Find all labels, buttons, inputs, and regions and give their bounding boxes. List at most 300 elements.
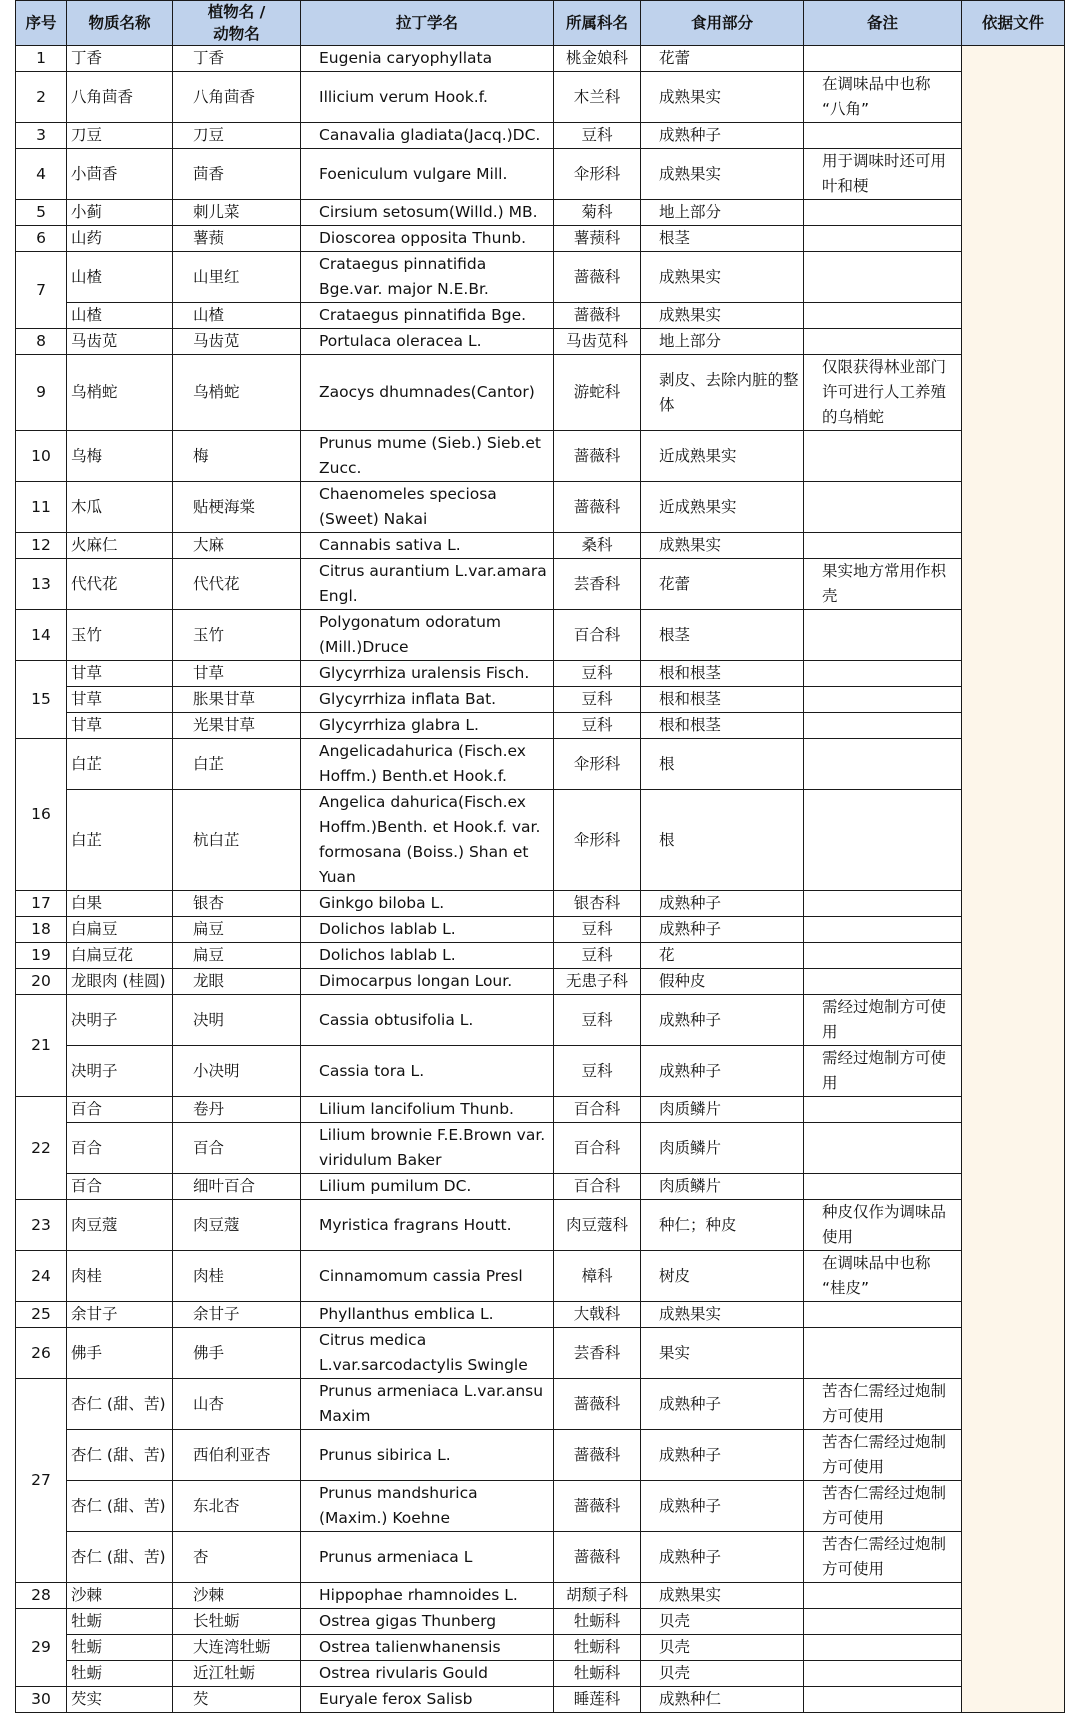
cell-note [804, 661, 962, 687]
cell-latin: Dolichos lablab L. [301, 917, 554, 943]
cell-family: 马齿苋科 [554, 329, 641, 355]
cell-note [804, 533, 962, 559]
cell-plant: 龙眼 [173, 969, 301, 995]
cell-part: 假种皮 [641, 969, 804, 995]
cell-note [804, 610, 962, 661]
cell-seq: 8 [16, 329, 67, 355]
cell-name: 杏仁 (甜、苦) [67, 1430, 173, 1481]
cell-family: 蔷薇科 [554, 1430, 641, 1481]
cell-plant: 西伯利亚杏 [173, 1430, 301, 1481]
cell-plant: 沙棘 [173, 1583, 301, 1609]
cell-note: 苦杏仁需经过炮制方可使用 [804, 1430, 962, 1481]
table-row [16, 1661, 1065, 1687]
cell-note [804, 252, 962, 303]
table-row [16, 1097, 1065, 1123]
table-row [16, 431, 1065, 482]
cell-seq: 24 [16, 1251, 67, 1302]
cell-plant: 白芷 [173, 739, 301, 790]
cell-family: 桑科 [554, 533, 641, 559]
cell-family: 牡蛎科 [554, 1635, 641, 1661]
cell-seq: 13 [16, 559, 67, 610]
cell-family: 蔷薇科 [554, 1532, 641, 1583]
cell-family: 肉豆蔻科 [554, 1200, 641, 1251]
cell-name: 白芷 [67, 790, 173, 891]
cell-part: 根和根茎 [641, 687, 804, 713]
cell-note [804, 1609, 962, 1635]
cell-plant: 决明 [173, 995, 301, 1046]
cell-note [804, 1302, 962, 1328]
cell-part: 肉质鳞片 [641, 1174, 804, 1200]
cell-note: 苦杏仁需经过炮制方可使用 [804, 1379, 962, 1430]
cell-plant: 马齿苋 [173, 329, 301, 355]
header-plant-line2: 动物名 [213, 25, 260, 43]
cell-part: 成熟种子 [641, 1379, 804, 1430]
cell-note [804, 303, 962, 329]
cell-family: 银杏科 [554, 891, 641, 917]
cell-plant: 胀果甘草 [173, 687, 301, 713]
cell-part: 贝壳 [641, 1661, 804, 1687]
cell-family: 伞形科 [554, 739, 641, 790]
table-row [16, 149, 1065, 200]
cell-plant: 长牡蛎 [173, 1609, 301, 1635]
cell-latin: Cinnamomum cassia Presl [301, 1251, 554, 1302]
cell-part: 根茎 [641, 226, 804, 252]
cell-seq: 7 [16, 252, 67, 329]
cell-seq: 12 [16, 533, 67, 559]
cell-family: 薯蓣科 [554, 226, 641, 252]
cell-part: 树皮 [641, 1251, 804, 1302]
table-row [16, 713, 1065, 739]
cell-plant: 山里红 [173, 252, 301, 303]
cell-seq: 4 [16, 149, 67, 200]
cell-family: 豆科 [554, 995, 641, 1046]
cell-part: 成熟果实 [641, 149, 804, 200]
cell-name: 白芷 [67, 739, 173, 790]
cell-plant: 杭白芷 [173, 790, 301, 891]
cell-plant: 光果甘草 [173, 713, 301, 739]
table-row [16, 46, 1065, 72]
cell-seq: 19 [16, 943, 67, 969]
cell-plant: 大麻 [173, 533, 301, 559]
cell-name: 小蓟 [67, 200, 173, 226]
table-row [16, 533, 1065, 559]
cell-note [804, 1123, 962, 1174]
cell-note: 苦杏仁需经过炮制方可使用 [804, 1481, 962, 1532]
table-row [16, 1687, 1065, 1713]
cell-note [804, 1174, 962, 1200]
cell-family: 无患子科 [554, 969, 641, 995]
cell-plant: 乌梢蛇 [173, 355, 301, 431]
cell-name: 山药 [67, 226, 173, 252]
cell-latin: Foeniculum vulgare Mill. [301, 149, 554, 200]
cell-plant: 八角茴香 [173, 72, 301, 123]
cell-note [804, 891, 962, 917]
cell-part: 根茎 [641, 610, 804, 661]
table-row [16, 72, 1065, 123]
cell-plant: 芡 [173, 1687, 301, 1713]
cell-name: 决明子 [67, 1046, 173, 1097]
cell-seq: 10 [16, 431, 67, 482]
cell-plant: 肉豆蔻 [173, 1200, 301, 1251]
cell-name: 八角茴香 [67, 72, 173, 123]
cell-part: 根和根茎 [641, 713, 804, 739]
cell-seq: 28 [16, 1583, 67, 1609]
cell-part: 地上部分 [641, 329, 804, 355]
cell-note: 苦杏仁需经过炮制方可使用 [804, 1532, 962, 1583]
cell-name: 牡蛎 [67, 1661, 173, 1687]
table-body [16, 46, 1065, 1713]
cell-seq: 18 [16, 917, 67, 943]
cell-name: 肉豆蔻 [67, 1200, 173, 1251]
cell-latin: Cassia tora L. [301, 1046, 554, 1097]
cell-family: 木兰科 [554, 72, 641, 123]
cell-part: 花 [641, 943, 804, 969]
cell-name: 火麻仁 [67, 533, 173, 559]
cell-seq: 3 [16, 123, 67, 149]
cell-part: 近成熟果实 [641, 431, 804, 482]
cell-note: 在调味品中也称 “八角” [804, 72, 962, 123]
cell-latin: Cassia obtusifolia L. [301, 995, 554, 1046]
cell-name: 山楂 [67, 303, 173, 329]
cell-plant: 卷丹 [173, 1097, 301, 1123]
cell-note [804, 329, 962, 355]
cell-name: 决明子 [67, 995, 173, 1046]
header-latin: 拉丁学名 [301, 1, 554, 46]
cell-latin: Glycyrrhiza inflata Bat. [301, 687, 554, 713]
cell-doc [962, 46, 1065, 1713]
cell-part: 肉质鳞片 [641, 1097, 804, 1123]
cell-plant: 梅 [173, 431, 301, 482]
cell-note [804, 917, 962, 943]
cell-family: 胡颓子科 [554, 1583, 641, 1609]
cell-plant: 刀豆 [173, 123, 301, 149]
cell-latin: Illicium verum Hook.f. [301, 72, 554, 123]
cell-name: 杏仁 (甜、苦) [67, 1481, 173, 1532]
cell-seq: 27 [16, 1379, 67, 1583]
cell-plant: 余甘子 [173, 1302, 301, 1328]
food-medicine-table [15, 0, 1065, 1713]
cell-family: 睡莲科 [554, 1687, 641, 1713]
cell-note [804, 123, 962, 149]
cell-latin: Prunus sibirica L. [301, 1430, 554, 1481]
cell-plant: 山杏 [173, 1379, 301, 1430]
cell-plant: 肉桂 [173, 1251, 301, 1302]
cell-note [804, 739, 962, 790]
cell-name: 芡实 [67, 1687, 173, 1713]
cell-part: 贝壳 [641, 1609, 804, 1635]
table-row [16, 1328, 1065, 1379]
table-row [16, 1532, 1065, 1583]
cell-name: 沙棘 [67, 1583, 173, 1609]
cell-name: 余甘子 [67, 1302, 173, 1328]
cell-name: 肉桂 [67, 1251, 173, 1302]
cell-part: 成熟果实 [641, 72, 804, 123]
cell-family: 菊科 [554, 200, 641, 226]
cell-part: 根 [641, 790, 804, 891]
cell-family: 蔷薇科 [554, 252, 641, 303]
cell-plant: 百合 [173, 1123, 301, 1174]
cell-family: 蔷薇科 [554, 303, 641, 329]
cell-note: 用于调味时还可用叶和梗 [804, 149, 962, 200]
table-row [16, 739, 1065, 790]
cell-part: 成熟种子 [641, 891, 804, 917]
table-row [16, 1251, 1065, 1302]
cell-name: 马齿苋 [67, 329, 173, 355]
cell-name: 山楂 [67, 252, 173, 303]
cell-family: 芸香科 [554, 1328, 641, 1379]
table-row [16, 559, 1065, 610]
cell-part: 种仁；种皮 [641, 1200, 804, 1251]
table-row [16, 943, 1065, 969]
cell-seq: 21 [16, 995, 67, 1097]
cell-part: 成熟果实 [641, 533, 804, 559]
cell-name: 甘草 [67, 661, 173, 687]
cell-latin: Prunus mandshurica (Maxim.) Koehne [301, 1481, 554, 1532]
cell-note [804, 713, 962, 739]
cell-family: 蔷薇科 [554, 1379, 641, 1430]
header-plant-line1: 植物名 / [207, 3, 266, 21]
cell-latin: Citrus aurantium L.var.amara Engl. [301, 559, 554, 610]
cell-note [804, 943, 962, 969]
cell-part: 成熟种子 [641, 1430, 804, 1481]
cell-seq: 17 [16, 891, 67, 917]
cell-plant: 代代花 [173, 559, 301, 610]
cell-family: 游蛇科 [554, 355, 641, 431]
cell-family: 豆科 [554, 943, 641, 969]
cell-part: 贝壳 [641, 1635, 804, 1661]
cell-latin: Ginkgo biloba L. [301, 891, 554, 917]
cell-latin: Angelicadahurica (Fisch.ex Hoffm.) Benth.et Hook.f. [301, 739, 554, 790]
cell-family: 百合科 [554, 1123, 641, 1174]
cell-latin: Cannabis sativa L. [301, 533, 554, 559]
cell-part: 成熟果实 [641, 303, 804, 329]
cell-part: 地上部分 [641, 200, 804, 226]
cell-plant: 薯蓣 [173, 226, 301, 252]
cell-name: 龙眼肉 (桂圆) [67, 969, 173, 995]
cell-name: 牡蛎 [67, 1635, 173, 1661]
cell-latin: Phyllanthus emblica L. [301, 1302, 554, 1328]
cell-family: 牡蛎科 [554, 1661, 641, 1687]
cell-name: 白果 [67, 891, 173, 917]
table-row [16, 123, 1065, 149]
cell-latin: Prunus mume (Sieb.) Sieb.et Zucc. [301, 431, 554, 482]
cell-latin: Euryale ferox Salisb [301, 1687, 554, 1713]
cell-family: 伞形科 [554, 149, 641, 200]
cell-note: 需经过炮制方可使用 [804, 995, 962, 1046]
cell-name: 杏仁 (甜、苦) [67, 1532, 173, 1583]
table-row [16, 482, 1065, 533]
cell-part: 成熟种子 [641, 917, 804, 943]
header-name: 物质名称 [67, 1, 173, 46]
cell-latin: Dimocarpus longan Lour. [301, 969, 554, 995]
table-row [16, 1609, 1065, 1635]
cell-latin: Prunus armeniaca L.var.ansu Maxim [301, 1379, 554, 1430]
table-row [16, 1430, 1065, 1481]
table-container [15, 0, 1064, 1713]
cell-part: 根和根茎 [641, 661, 804, 687]
cell-latin: Polygonatum odoratum (Mill.)Druce [301, 610, 554, 661]
cell-note [804, 482, 962, 533]
cell-seq: 15 [16, 661, 67, 739]
cell-latin: Chaenomeles speciosa (Sweet) Nakai [301, 482, 554, 533]
header-doc: 依据文件 [962, 1, 1065, 46]
table-row [16, 1302, 1065, 1328]
cell-name: 乌梢蛇 [67, 355, 173, 431]
cell-latin: Hippophae rhamnoides L. [301, 1583, 554, 1609]
cell-name: 白扁豆 [67, 917, 173, 943]
cell-family: 豆科 [554, 661, 641, 687]
table-row [16, 252, 1065, 303]
cell-plant: 甘草 [173, 661, 301, 687]
cell-note [804, 1687, 962, 1713]
cell-name: 百合 [67, 1123, 173, 1174]
header-family: 所属科名 [554, 1, 641, 46]
table-row [16, 303, 1065, 329]
table-row [16, 355, 1065, 431]
cell-family: 百合科 [554, 1097, 641, 1123]
cell-seq: 5 [16, 200, 67, 226]
cell-note [804, 1583, 962, 1609]
table-row [16, 329, 1065, 355]
cell-note [804, 790, 962, 891]
cell-note: 仅限获得林业部门许可进行人工养殖的乌梢蛇 [804, 355, 962, 431]
table-row [16, 200, 1065, 226]
cell-part: 成熟种子 [641, 1046, 804, 1097]
cell-plant: 细叶百合 [173, 1174, 301, 1200]
cell-name: 木瓜 [67, 482, 173, 533]
cell-seq: 29 [16, 1609, 67, 1687]
header-part: 食用部分 [641, 1, 804, 46]
cell-part: 成熟种子 [641, 1481, 804, 1532]
cell-plant: 扁豆 [173, 917, 301, 943]
cell-seq: 23 [16, 1200, 67, 1251]
cell-name: 杏仁 (甜、苦) [67, 1379, 173, 1430]
cell-seq: 30 [16, 1687, 67, 1713]
cell-seq: 9 [16, 355, 67, 431]
header-note: 备注 [804, 1, 962, 46]
cell-part: 根 [641, 739, 804, 790]
cell-plant: 山楂 [173, 303, 301, 329]
cell-note [804, 1097, 962, 1123]
cell-family: 蔷薇科 [554, 1481, 641, 1532]
cell-note [804, 46, 962, 72]
cell-family: 豆科 [554, 713, 641, 739]
cell-latin: Glycyrrhiza glabra L. [301, 713, 554, 739]
cell-latin: Dolichos lablab L. [301, 943, 554, 969]
cell-plant: 扁豆 [173, 943, 301, 969]
cell-latin: Crataegus pinnatifida Bge. [301, 303, 554, 329]
cell-seq: 11 [16, 482, 67, 533]
cell-latin: Eugenia caryophyllata [301, 46, 554, 72]
cell-latin: Prunus armeniaca L [301, 1532, 554, 1583]
table-row [16, 917, 1065, 943]
cell-seq: 22 [16, 1097, 67, 1200]
header-plant [173, 1, 301, 46]
cell-name: 牡蛎 [67, 1609, 173, 1635]
cell-note: 种皮仅作为调味品使用 [804, 1200, 962, 1251]
cell-name: 玉竹 [67, 610, 173, 661]
cell-part: 剥皮、去除内脏的整体 [641, 355, 804, 431]
table-row [16, 226, 1065, 252]
cell-family: 蔷薇科 [554, 482, 641, 533]
cell-plant: 银杏 [173, 891, 301, 917]
cell-name: 小茴香 [67, 149, 173, 200]
cell-part: 花蕾 [641, 559, 804, 610]
cell-plant: 东北杏 [173, 1481, 301, 1532]
cell-family: 豆科 [554, 1046, 641, 1097]
cell-family: 芸香科 [554, 559, 641, 610]
cell-part: 花蕾 [641, 46, 804, 72]
cell-family: 牡蛎科 [554, 1609, 641, 1635]
cell-plant: 茴香 [173, 149, 301, 200]
cell-note [804, 687, 962, 713]
cell-latin: Angelica dahurica(Fisch.ex Hoffm.)Benth. et Hook.f. var. formosana (Boiss.) Shan et Yuan [301, 790, 554, 891]
cell-family: 豆科 [554, 123, 641, 149]
cell-latin: Zaocys dhumnades(Cantor) [301, 355, 554, 431]
cell-latin: Ostrea rivularis Gould [301, 1661, 554, 1687]
cell-plant: 玉竹 [173, 610, 301, 661]
cell-latin: Portulaca oleracea L. [301, 329, 554, 355]
cell-family: 豆科 [554, 917, 641, 943]
cell-part: 成熟果实 [641, 252, 804, 303]
table-row [16, 790, 1065, 891]
cell-note: 需经过炮制方可使用 [804, 1046, 962, 1097]
cell-name: 刀豆 [67, 123, 173, 149]
cell-seq: 2 [16, 72, 67, 123]
cell-name: 甘草 [67, 713, 173, 739]
cell-note [804, 226, 962, 252]
cell-family: 桃金娘科 [554, 46, 641, 72]
cell-plant: 大连湾牡蛎 [173, 1635, 301, 1661]
table-row [16, 661, 1065, 687]
cell-latin: Lilium brownie F.E.Brown var. viridulum Baker [301, 1123, 554, 1174]
table-row [16, 1635, 1065, 1661]
header-seq: 序号 [16, 1, 67, 46]
cell-latin: Crataegus pinnatifida Bge.var. major N.E.Br. [301, 252, 554, 303]
cell-note [804, 969, 962, 995]
table-row [16, 687, 1065, 713]
cell-plant: 刺儿菜 [173, 200, 301, 226]
cell-note [804, 1328, 962, 1379]
cell-name: 丁香 [67, 46, 173, 72]
table-row [16, 1174, 1065, 1200]
cell-latin: Citrus medica L.var.sarcodactylis Swingle [301, 1328, 554, 1379]
cell-latin: Glycyrrhiza uralensis Fisch. [301, 661, 554, 687]
cell-note [804, 200, 962, 226]
cell-family: 樟科 [554, 1251, 641, 1302]
cell-note: 在调味品中也称 “桂皮” [804, 1251, 962, 1302]
cell-name: 代代花 [67, 559, 173, 610]
cell-seq: 6 [16, 226, 67, 252]
cell-plant: 杏 [173, 1532, 301, 1583]
cell-note [804, 1661, 962, 1687]
cell-latin: Ostrea talienwhanensis [301, 1635, 554, 1661]
table-row [16, 1200, 1065, 1251]
cell-family: 蔷薇科 [554, 431, 641, 482]
cell-name: 乌梅 [67, 431, 173, 482]
cell-part: 成熟种仁 [641, 1687, 804, 1713]
cell-name: 甘草 [67, 687, 173, 713]
cell-name: 白扁豆花 [67, 943, 173, 969]
cell-part: 成熟种子 [641, 123, 804, 149]
cell-part: 成熟果实 [641, 1583, 804, 1609]
cell-seq: 20 [16, 969, 67, 995]
cell-plant: 小决明 [173, 1046, 301, 1097]
cell-latin: Lilium pumilum DC. [301, 1174, 554, 1200]
table-row [16, 891, 1065, 917]
cell-family: 大戟科 [554, 1302, 641, 1328]
cell-plant: 贴梗海棠 [173, 482, 301, 533]
